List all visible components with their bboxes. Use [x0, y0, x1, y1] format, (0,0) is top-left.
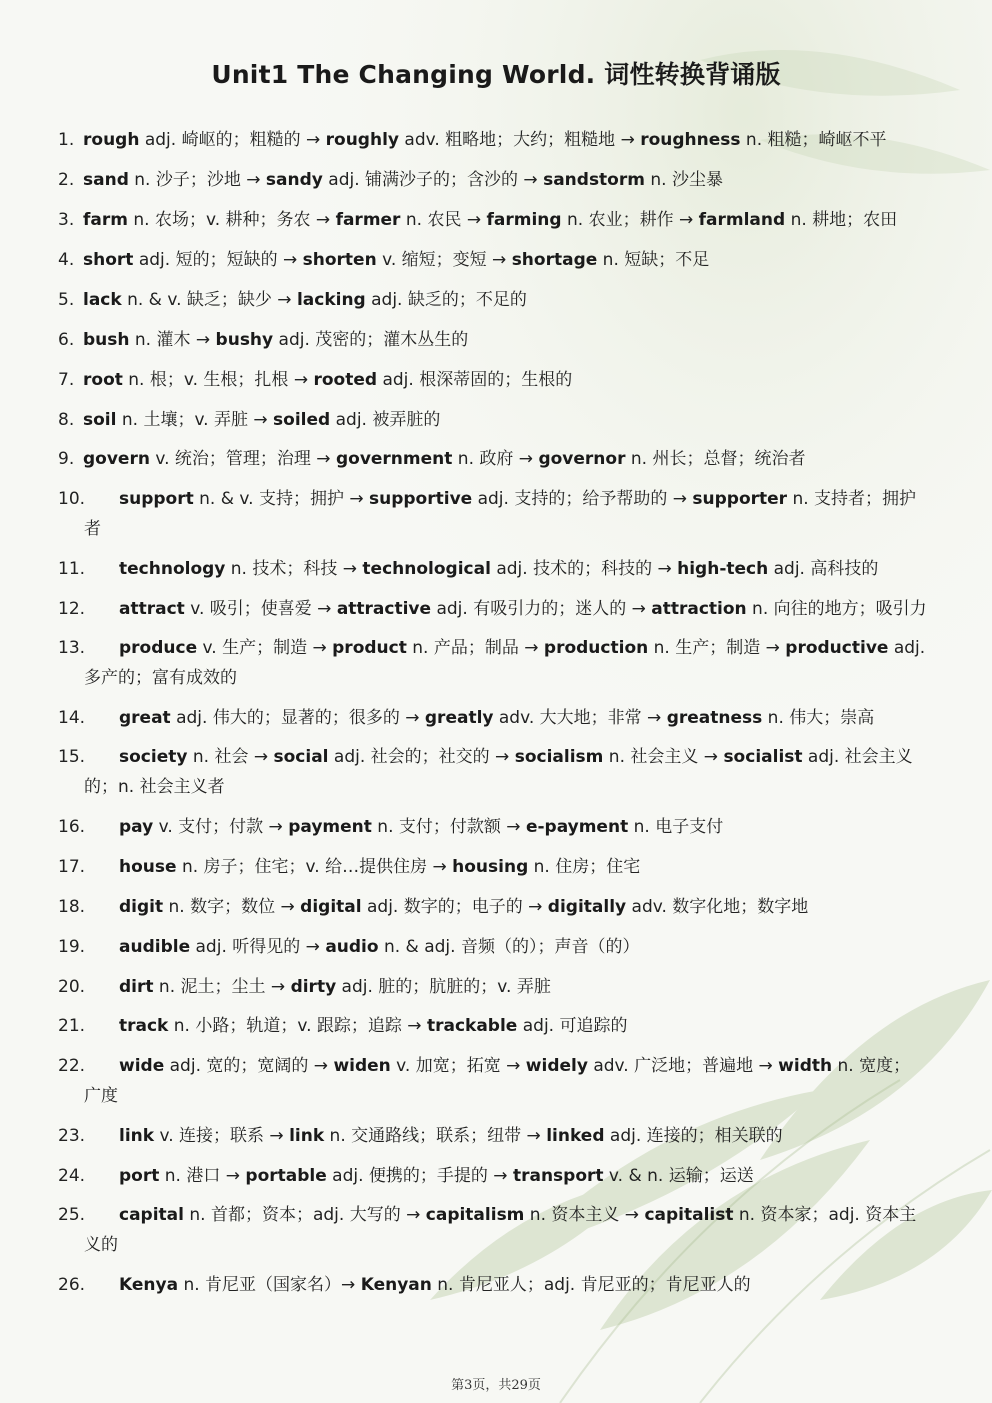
headword: capital — [119, 1205, 184, 1225]
list-item — [58, 405, 930, 435]
entry-number: 16. — [58, 817, 86, 837]
list-item — [58, 125, 930, 155]
definition-text: 多产的；富有成效的 — [84, 668, 237, 688]
entry-number: 5. — [58, 290, 75, 310]
entry-line — [58, 892, 930, 922]
list-item — [58, 742, 930, 797]
headword: productive — [785, 638, 889, 658]
headword: rough — [83, 130, 140, 150]
entry-number: 9. — [58, 449, 75, 469]
definition-text: v. & n. 运输；运送 — [603, 1166, 754, 1186]
definition-text: 的；n. 社会主义者 — [84, 777, 225, 797]
entry-continuation — [84, 514, 101, 544]
definition-text: v. 连接；联系 → — [154, 1126, 290, 1146]
entry-number: 12. — [58, 599, 86, 619]
definition-text: 义的 — [84, 1235, 118, 1255]
headword: capitalism — [425, 1205, 525, 1225]
headword: farmland — [698, 210, 786, 230]
entry-number: 20. — [58, 977, 86, 997]
entry-line — [58, 554, 930, 584]
definition-text: n. & v. 缺乏；缺少 → — [121, 290, 297, 310]
entry-line — [58, 742, 930, 772]
entry-line — [58, 1200, 930, 1230]
definition-text: n. 房子；住宅；v. 给…提供住房 → — [176, 857, 453, 877]
headword: shortage — [511, 250, 598, 270]
definition-text: adj. 脏的；肮脏的；v. 弄脏 — [336, 977, 551, 997]
headword: roughly — [325, 130, 399, 150]
headword: socialist — [723, 747, 803, 767]
entry-continuation — [84, 663, 237, 693]
headword: technological — [362, 559, 491, 579]
entry-line — [58, 812, 930, 842]
headword: produce — [119, 638, 198, 658]
list-item — [58, 972, 930, 1002]
headword: bushy — [215, 330, 274, 350]
definition-text: n. 社会 → — [187, 747, 274, 767]
headword: govern — [83, 449, 150, 469]
definition-text: adj. 铺满沙子的；含沙的 → — [322, 170, 544, 190]
page-number: 第3页，共29页 — [451, 1378, 541, 1393]
definition-text: n. 农场；v. 耕种；务农 → — [127, 210, 336, 230]
entry-number: 3. — [58, 210, 75, 230]
definition-text: n. 伟大；崇高 — [762, 708, 875, 728]
headword: digitally — [547, 897, 627, 917]
headword: great — [119, 708, 171, 728]
headword: rooted — [313, 370, 378, 390]
entry-line — [58, 205, 930, 235]
definition-text: adj. 便携的；手提的 → — [326, 1166, 513, 1186]
headword: lacking — [296, 290, 366, 310]
definition-text: n. 产品；制品 → — [406, 638, 544, 658]
list-item — [58, 1051, 930, 1106]
headword: port — [119, 1166, 160, 1186]
list-item — [58, 703, 930, 733]
definition-text: adv. 数字化地；数字地 — [626, 897, 809, 917]
entry-line — [58, 365, 930, 395]
definition-text: n. 住房；住宅 — [528, 857, 641, 877]
list-item — [58, 594, 930, 624]
definition-text: adj. 社会主义 — [802, 747, 913, 767]
definition-text: adv. 广泛地；普遍地 → — [587, 1056, 779, 1076]
headword: soil — [83, 410, 117, 430]
entry-line — [58, 1011, 930, 1041]
definition-text: adj. 数字的；电子的 → — [361, 897, 548, 917]
headword: root — [83, 370, 123, 390]
definition-text: n. 资本家；adj. 资本主 — [733, 1205, 917, 1225]
entry-number: 7. — [58, 370, 75, 390]
entry-line — [58, 1270, 930, 1300]
definition-text: 者 — [84, 519, 101, 539]
headword: portable — [245, 1166, 327, 1186]
headword: supportive — [369, 489, 473, 509]
headword: attract — [119, 599, 185, 619]
definition-text: n. 支付；付款额 → — [371, 817, 526, 837]
list-item — [58, 932, 930, 962]
definition-text: adj. 听得见的 → — [190, 937, 326, 957]
entry-line — [58, 852, 930, 882]
entry-line — [58, 703, 930, 733]
list-item — [58, 812, 930, 842]
definition-text: adj. 根深蒂固的；生根的 — [377, 370, 573, 390]
entry-number: 23. — [58, 1126, 86, 1146]
list-item — [58, 444, 930, 474]
definition-text: n. 耕地；农田 — [785, 210, 898, 230]
headword: production — [543, 638, 649, 658]
definition-text: n. 电子支付 — [628, 817, 724, 837]
definition-text: 广度 — [84, 1086, 118, 1106]
definition-text: n. 农民 → — [400, 210, 487, 230]
headword: digital — [300, 897, 362, 917]
headword: greatness — [666, 708, 763, 728]
definition-text: adj. — [888, 638, 926, 658]
headword: audible — [119, 937, 191, 957]
definition-text: n. & v. 支持；拥护 → — [193, 489, 369, 509]
entry-number: 4. — [58, 250, 75, 270]
entry-line — [58, 932, 930, 962]
definition-text: adv. 大大地；非常 → — [493, 708, 667, 728]
entry-line — [58, 1051, 930, 1081]
entry-line — [58, 1161, 930, 1191]
definition-text: n. 土壤；v. 弄脏 → — [116, 410, 274, 430]
definition-text: n. 向往的地方；吸引力 — [746, 599, 927, 619]
entry-number: 14. — [58, 708, 86, 728]
list-item — [58, 633, 930, 688]
entry-continuation — [84, 772, 225, 802]
list-item — [58, 852, 930, 882]
definition-text: v. 统治；管理；治理 → — [149, 449, 336, 469]
entry-line — [58, 245, 930, 275]
definition-text: n. 小路；轨道；v. 跟踪；追踪 → — [168, 1016, 427, 1036]
definition-text: adj. 被弄脏的 — [330, 410, 441, 430]
headword: pay — [119, 817, 154, 837]
definition-text: adj. 崎岖的；粗糙的 → — [139, 130, 326, 150]
definition-text: adj. 短的；短缺的 → — [133, 250, 303, 270]
list-item — [58, 1200, 930, 1255]
headword: society — [119, 747, 188, 767]
entry-number: 24. — [58, 1166, 86, 1186]
headword: Kenya — [119, 1275, 179, 1295]
list-item — [58, 285, 930, 315]
definition-text: n. 港口 → — [159, 1166, 246, 1186]
entry-line — [58, 285, 930, 315]
entry-number: 6. — [58, 330, 75, 350]
headword: attractive — [336, 599, 432, 619]
headword: farm — [83, 210, 128, 230]
headword: width — [778, 1056, 833, 1076]
list-item — [58, 892, 930, 922]
headword: link — [289, 1126, 325, 1146]
definition-text: n. 宽度； — [832, 1056, 911, 1076]
definition-text: adj. 可追踪的 — [517, 1016, 628, 1036]
definition-text: v. 吸引；使喜爱 → — [184, 599, 337, 619]
entry-number: 19. — [58, 937, 86, 957]
headword: bush — [83, 330, 130, 350]
headword: shorten — [302, 250, 377, 270]
entry-number: 17. — [58, 857, 86, 877]
definition-text: n. 首都；资本；adj. 大写的 → — [183, 1205, 426, 1225]
definition-text: v. 缩短；变短 → — [376, 250, 512, 270]
definition-text: n. 肯尼亚人；adj. 肯尼亚的；肯尼亚人的 — [431, 1275, 751, 1295]
entry-number: 22. — [58, 1056, 86, 1076]
headword: social — [273, 747, 329, 767]
entry-number: 10. — [58, 489, 86, 509]
entry-line — [58, 325, 930, 355]
headword: capitalist — [644, 1205, 734, 1225]
entry-continuation — [84, 1230, 118, 1260]
definition-text: n. 支持者；拥护 — [787, 489, 917, 509]
list-item — [58, 554, 930, 584]
entry-line — [58, 1121, 930, 1151]
headword: short — [83, 250, 134, 270]
list-item — [58, 1011, 930, 1041]
headword: digit — [119, 897, 164, 917]
headword: supporter — [692, 489, 788, 509]
definition-text: n. 资本主义 → — [524, 1205, 645, 1225]
entry-number: 8. — [58, 410, 75, 430]
headword: farmer — [335, 210, 401, 230]
definition-text: n. 短缺；不足 — [597, 250, 710, 270]
definition-text: adj. 宽的；宽阔的 → — [164, 1056, 334, 1076]
headword: socialism — [514, 747, 604, 767]
entry-line — [58, 444, 930, 474]
entry-line — [58, 484, 930, 514]
headword: product — [332, 638, 407, 658]
definition-text: n. 政府 → — [452, 449, 539, 469]
headword: transport — [512, 1166, 604, 1186]
definition-text: n. 灌木 → — [129, 330, 216, 350]
entry-line — [58, 594, 930, 624]
definition-text: n. 沙子；沙地 → — [128, 170, 266, 190]
headword: farming — [486, 210, 562, 230]
headword: sandstorm — [543, 170, 645, 190]
headword: wide — [119, 1056, 165, 1076]
definition-text: n. 技术；科技 → — [225, 559, 363, 579]
list-item — [58, 365, 930, 395]
list-item — [58, 165, 930, 195]
definition-text: n. 数字；数位 → — [163, 897, 301, 917]
definition-text: adv. 粗略地；大约；粗糙地 → — [399, 130, 641, 150]
list-item — [58, 325, 930, 355]
headword: soiled — [273, 410, 331, 430]
headword: e-payment — [525, 817, 629, 837]
list-item — [58, 1270, 930, 1300]
definition-text: v. 生产；制造 → — [197, 638, 333, 658]
entry-number: 1. — [58, 130, 75, 150]
entry-line — [58, 972, 930, 1002]
headword: widen — [333, 1056, 391, 1076]
headword: government — [335, 449, 453, 469]
headword: link — [119, 1126, 155, 1146]
definition-text: n. 沙尘暴 — [644, 170, 723, 190]
definition-text: n. 生产；制造 → — [648, 638, 786, 658]
list-item — [58, 205, 930, 235]
headword: Kenyan — [360, 1275, 432, 1295]
definition-text: n. 州长；总督；统治者 — [625, 449, 806, 469]
headword: roughness — [640, 130, 741, 150]
entry-number: 13. — [58, 638, 86, 658]
headword: housing — [452, 857, 529, 877]
headword: high-tech — [677, 559, 769, 579]
entry-line — [58, 165, 930, 195]
headword: lack — [83, 290, 122, 310]
definition-text: n. & adj. 音频（的）；声音（的） — [378, 937, 640, 957]
definition-text: adj. 支持的；给予帮助的 → — [472, 489, 693, 509]
headword: dirt — [119, 977, 154, 997]
headword: house — [119, 857, 177, 877]
headword: audio — [325, 937, 379, 957]
headword: dirty — [290, 977, 337, 997]
headword: governor — [538, 449, 626, 469]
headword: linked — [546, 1126, 605, 1146]
definition-text: adj. 社会的；社交的 → — [328, 747, 515, 767]
headword: sandy — [265, 170, 323, 190]
list-item — [58, 1121, 930, 1151]
definition-text: n. 根；v. 生根；扎根 → — [122, 370, 314, 390]
entry-number: 2. — [58, 170, 75, 190]
headword: payment — [288, 817, 372, 837]
entry-number: 18. — [58, 897, 86, 917]
headword: attraction — [651, 599, 747, 619]
headword: support — [119, 489, 194, 509]
entry-continuation — [84, 1081, 118, 1111]
definition-text: adj. 有吸引力的；迷人的 → — [431, 599, 652, 619]
entry-line — [58, 405, 930, 435]
headword: technology — [119, 559, 226, 579]
definition-text: n. 肯尼亚（国家名）→ — [178, 1275, 361, 1295]
definition-text: n. 社会主义 → — [603, 747, 724, 767]
definition-text: adj. 缺乏的；不足的 — [365, 290, 527, 310]
headword: trackable — [426, 1016, 518, 1036]
entry-number: 21. — [58, 1016, 86, 1036]
entry-number: 26. — [58, 1275, 86, 1295]
definition-text: adj. 茂密的；灌木丛生的 — [273, 330, 469, 350]
definition-text: n. 农业；耕作 → — [561, 210, 699, 230]
definition-text: n. 交通路线；联系；纽带 → — [324, 1126, 547, 1146]
headword: track — [119, 1016, 169, 1036]
definition-text: adj. 高科技的 — [768, 559, 879, 579]
entry-line — [58, 125, 930, 155]
definition-text: n. 泥土；尘土 → — [153, 977, 291, 997]
definition-text: adj. 技术的；科技的 → — [490, 559, 678, 579]
definition-text: adj. 伟大的；显著的；很多的 → — [170, 708, 425, 728]
definition-text: adj. 连接的；相关联的 — [604, 1126, 783, 1146]
page-title: Unit1 The Changing World. 词性转换背诵版 — [211, 60, 781, 89]
entry-line — [58, 633, 930, 663]
definition-text: n. 粗糙；崎岖不平 — [740, 130, 887, 150]
list-item — [58, 1161, 930, 1191]
headword: widely — [525, 1056, 588, 1076]
entry-number: 11. — [58, 559, 86, 579]
definition-text: v. 加宽；拓宽 → — [390, 1056, 526, 1076]
list-item — [58, 484, 930, 539]
headword: sand — [83, 170, 129, 190]
list-item — [58, 245, 930, 275]
headword: greatly — [424, 708, 494, 728]
entry-number: 15. — [58, 747, 86, 767]
entry-number: 25. — [58, 1205, 86, 1225]
definition-text: v. 支付；付款 → — [153, 817, 289, 837]
